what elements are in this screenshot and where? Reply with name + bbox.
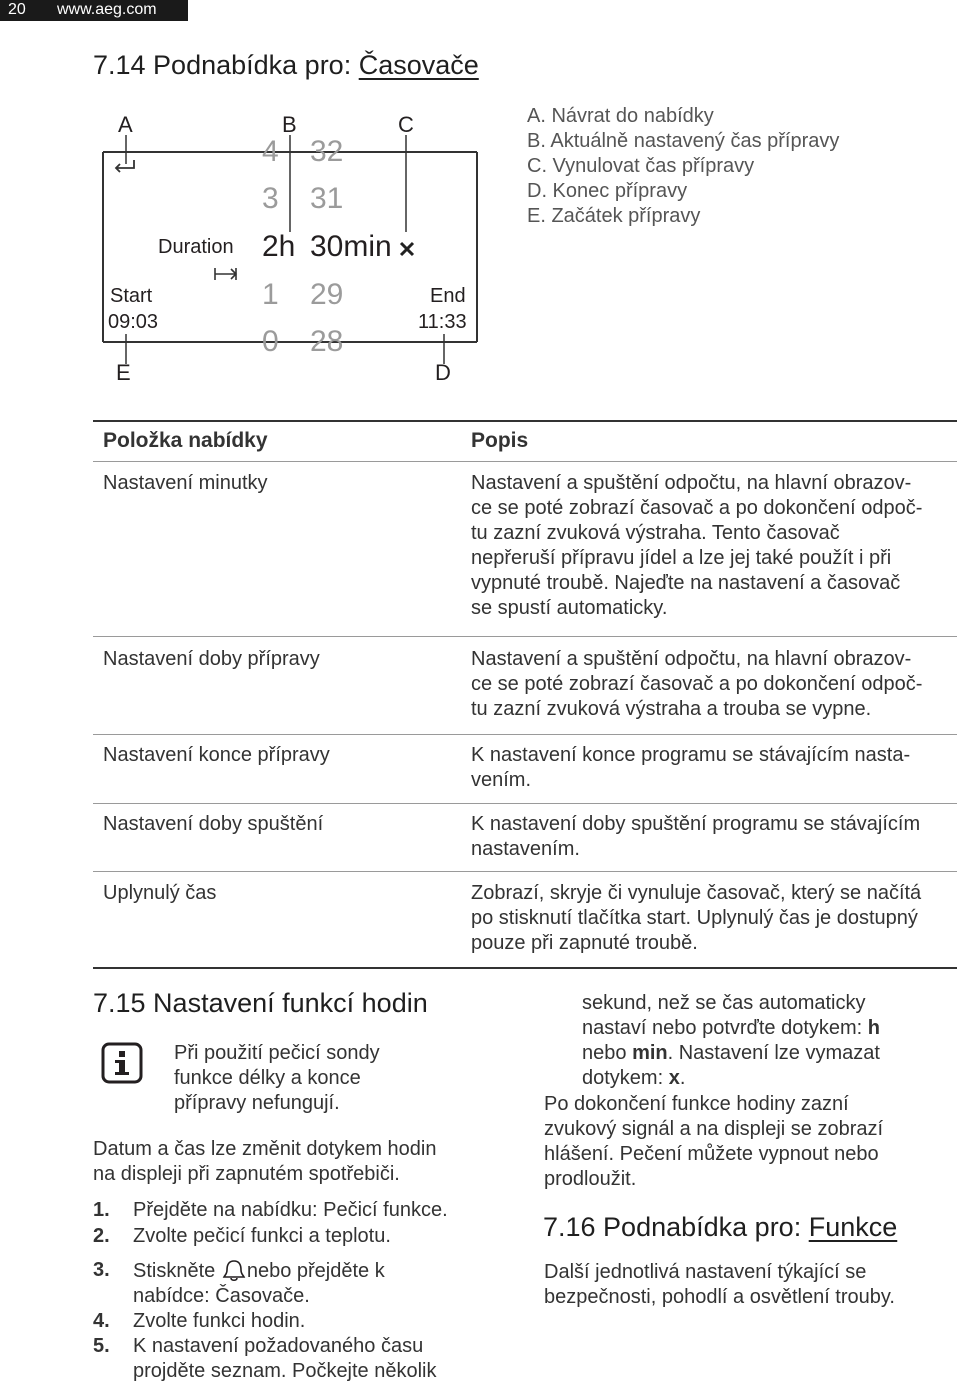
table-row-item: Nastavení doby přípravy (103, 648, 320, 670)
minute-reel-selected[interactable]: 30min (310, 230, 392, 263)
timer-display-diagram (100, 108, 480, 398)
desc-line: Nastavení a spuštění odpočtu, na hlavní obrazov- (471, 648, 912, 670)
desc-line: Zobrazí, skryje či vynuluje časovač, který se načítá (471, 882, 922, 904)
clear-key: x (668, 1067, 680, 1089)
diagram-legend (527, 104, 839, 229)
body-line: bezpečnosti, pohodlí a osvětlení trouby. (544, 1286, 895, 1308)
hour-reel-item[interactable]: 0 (262, 325, 279, 358)
info-icon (101, 1042, 143, 1084)
bell-icon (221, 1258, 247, 1282)
desc-line: vypnuté troubě. Najeďte na nastavení a časovač (471, 572, 901, 594)
note-line: zvukový signál a na displeji se zobrazí (544, 1118, 884, 1140)
callout-d: D (435, 360, 451, 385)
end-label: End (430, 285, 466, 307)
hour-reel-item[interactable]: 3 (262, 182, 279, 215)
section-716-title-link[interactable]: Funkce (808, 1212, 898, 1242)
step-3 (93, 1258, 513, 1309)
table-row-rule (93, 803, 957, 804)
continued-line: sekund, než se čas automaticky (582, 992, 866, 1014)
continued-text: dotykem: (582, 1067, 669, 1089)
start-time[interactable]: 09:03 (108, 311, 159, 333)
duration-arrow-icon (212, 265, 240, 283)
step-text: projděte seznam. Počkejte několik (133, 1360, 437, 1382)
page-header-bar (0, 0, 188, 21)
table-row-desc (471, 743, 953, 793)
callout-a: A (118, 112, 133, 137)
step-text: nabídce: Časovače. (133, 1285, 310, 1307)
table-row-rule (93, 636, 957, 637)
step-5-continued (582, 991, 880, 1091)
section-715-heading: 7.15 Nastavení funkcí hodin (93, 988, 428, 1018)
website-link[interactable]: www.aeg.com (57, 1, 157, 18)
intro-line: Datum a čas lze změnit dotykem hodin (93, 1138, 437, 1160)
note-line: hlášení. Pečení můžete vypnout nebo (544, 1143, 879, 1165)
desc-line: Nastavení a spuštění odpočtu, na hlavní obrazov- (471, 472, 912, 494)
desc-line: nastavením. (471, 838, 580, 860)
legend-item-d: D. Konec přípravy (527, 180, 688, 202)
section-714-title-link[interactable]: Časovače (358, 50, 479, 80)
minute-reel-item[interactable]: 32 (310, 135, 344, 168)
note-line: Po dokončení funkce hodiny zazní (544, 1093, 849, 1115)
callout-c: C (398, 112, 414, 137)
step-number: 5. (93, 1335, 110, 1357)
page-number: 20 (8, 1, 26, 18)
info-line: funkce délky a konce (174, 1067, 361, 1089)
step-number: 1. (93, 1199, 110, 1221)
reel-window (104, 135, 476, 358)
continued-line (582, 1016, 880, 1041)
step-text: K nastavení požadovaného času (133, 1335, 424, 1357)
desc-line: po stisknutí tlačítka start. Uplynulý čas je dostupný (471, 907, 918, 929)
continued-text: . (679, 1067, 686, 1089)
legend-item-b: B. Aktuálně nastavený čas přípravy (527, 130, 840, 152)
step-number: 4. (93, 1310, 110, 1332)
continued-text: nebo (582, 1042, 633, 1064)
hour-key: h (867, 1017, 880, 1039)
desc-line: pouze při zapnuté troubě. (471, 932, 698, 954)
step-number: 3. (93, 1259, 110, 1281)
continued-line (582, 1066, 880, 1091)
continued-line (582, 1041, 880, 1066)
minute-reel-item[interactable]: 28 (310, 325, 344, 358)
step-5 (93, 1334, 513, 1384)
step-2 (93, 1224, 513, 1249)
table-header-rule (93, 461, 957, 462)
table-row-desc (471, 881, 953, 956)
callout-e: E (116, 360, 131, 385)
duration-label: Duration (158, 236, 234, 258)
desc-line: vením. (471, 769, 532, 791)
step-number: 2. (93, 1225, 110, 1247)
table-row-desc (471, 812, 953, 862)
hour-reel-item[interactable]: 1 (262, 278, 279, 311)
table-row-item: Nastavení konce přípravy (103, 744, 330, 766)
info-line: Při použití pečicí sondy (174, 1042, 380, 1064)
continued-text: . Nastavení lze vymazat (667, 1042, 880, 1064)
note-line: prodloužit. (544, 1168, 637, 1190)
table-row-desc (471, 647, 953, 722)
steps-list (93, 1198, 513, 1384)
section-716-heading (543, 1212, 897, 1243)
section-716-number-title: 7.16 Podnabídka pro: (543, 1212, 809, 1242)
continued-text: nastaví nebo potvrďte dotykem: (582, 1017, 868, 1039)
start-label: Start (110, 285, 153, 307)
table-row-item: Nastavení doby spuštění (103, 813, 324, 835)
hour-reel-item[interactable]: 4 (262, 135, 279, 168)
legend-item-e: E. Začátek přípravy (527, 205, 701, 227)
table-header-desc: Popis (471, 429, 529, 452)
body-line: Další jednotlivá nastavení týkající se (544, 1261, 867, 1283)
table-row-rule (93, 871, 957, 872)
desc-line: ce se poté zobrazí časovač a po dokončení odpoč- (471, 497, 923, 519)
table-row-item: Uplynulý čas (103, 882, 217, 904)
step-text: Zvolte funkci hodin. (133, 1310, 306, 1332)
legend-item-c: C. Vynulovat čas přípravy (527, 155, 755, 177)
step-1 (93, 1198, 513, 1223)
info-line: přípravy nefungují. (174, 1092, 340, 1114)
desc-line: se spustí automaticky. (471, 597, 668, 619)
desc-line: nepřeruší přípravu jídel a lze jej také použít i při (471, 547, 892, 569)
after-finish-note (544, 1092, 883, 1192)
desc-line: ce se poté zobrazí časovač a po dokončení odpoč- (471, 673, 923, 695)
step-text: Zvolte pečicí funkci a teplotu. (133, 1225, 391, 1247)
step-4 (93, 1309, 513, 1334)
callout-b: B (282, 112, 297, 137)
step-text: Přejděte na nabídku: Pečicí funkce. (133, 1199, 448, 1221)
table-bottom-rule (93, 967, 957, 969)
minute-reel-item[interactable]: 29 (310, 278, 344, 311)
step-text: nebo přejděte k (246, 1260, 385, 1282)
section-715-intro (93, 1137, 437, 1187)
minute-reel-item[interactable]: 31 (310, 182, 344, 215)
desc-line: K nastavení doby spuštění programu se stávajícím (471, 813, 921, 835)
info-note (174, 1041, 380, 1116)
hour-reel-selected[interactable]: 2h (262, 230, 296, 263)
section-714-heading (93, 50, 479, 81)
table-row-desc (471, 471, 953, 621)
intro-line: na displeji při zapnutém spotřebiči. (93, 1163, 400, 1185)
legend-item-a: A. Návrat do nabídky (527, 105, 714, 127)
desc-line: tu zazní zvuková výstraha. Tento časovač (471, 522, 840, 544)
end-time[interactable]: 11:33 (418, 311, 467, 333)
desc-line: tu zazní zvuková výstraha a trouba se vypne. (471, 698, 872, 720)
minute-key: min (632, 1042, 668, 1064)
section-716-body (544, 1260, 895, 1310)
table-top-rule (93, 420, 957, 422)
table-row-item: Nastavení minutky (103, 472, 268, 494)
table-header-item: Položka nabídky (103, 429, 268, 452)
clear-x-icon[interactable] (398, 240, 416, 258)
step-text: Stiskněte (133, 1260, 221, 1282)
desc-line: K nastavení konce programu se stávajícím nasta- (471, 744, 911, 766)
section-714-number-title: 7.14 Podnabídka pro: (93, 50, 359, 80)
table-row-rule (93, 734, 957, 735)
